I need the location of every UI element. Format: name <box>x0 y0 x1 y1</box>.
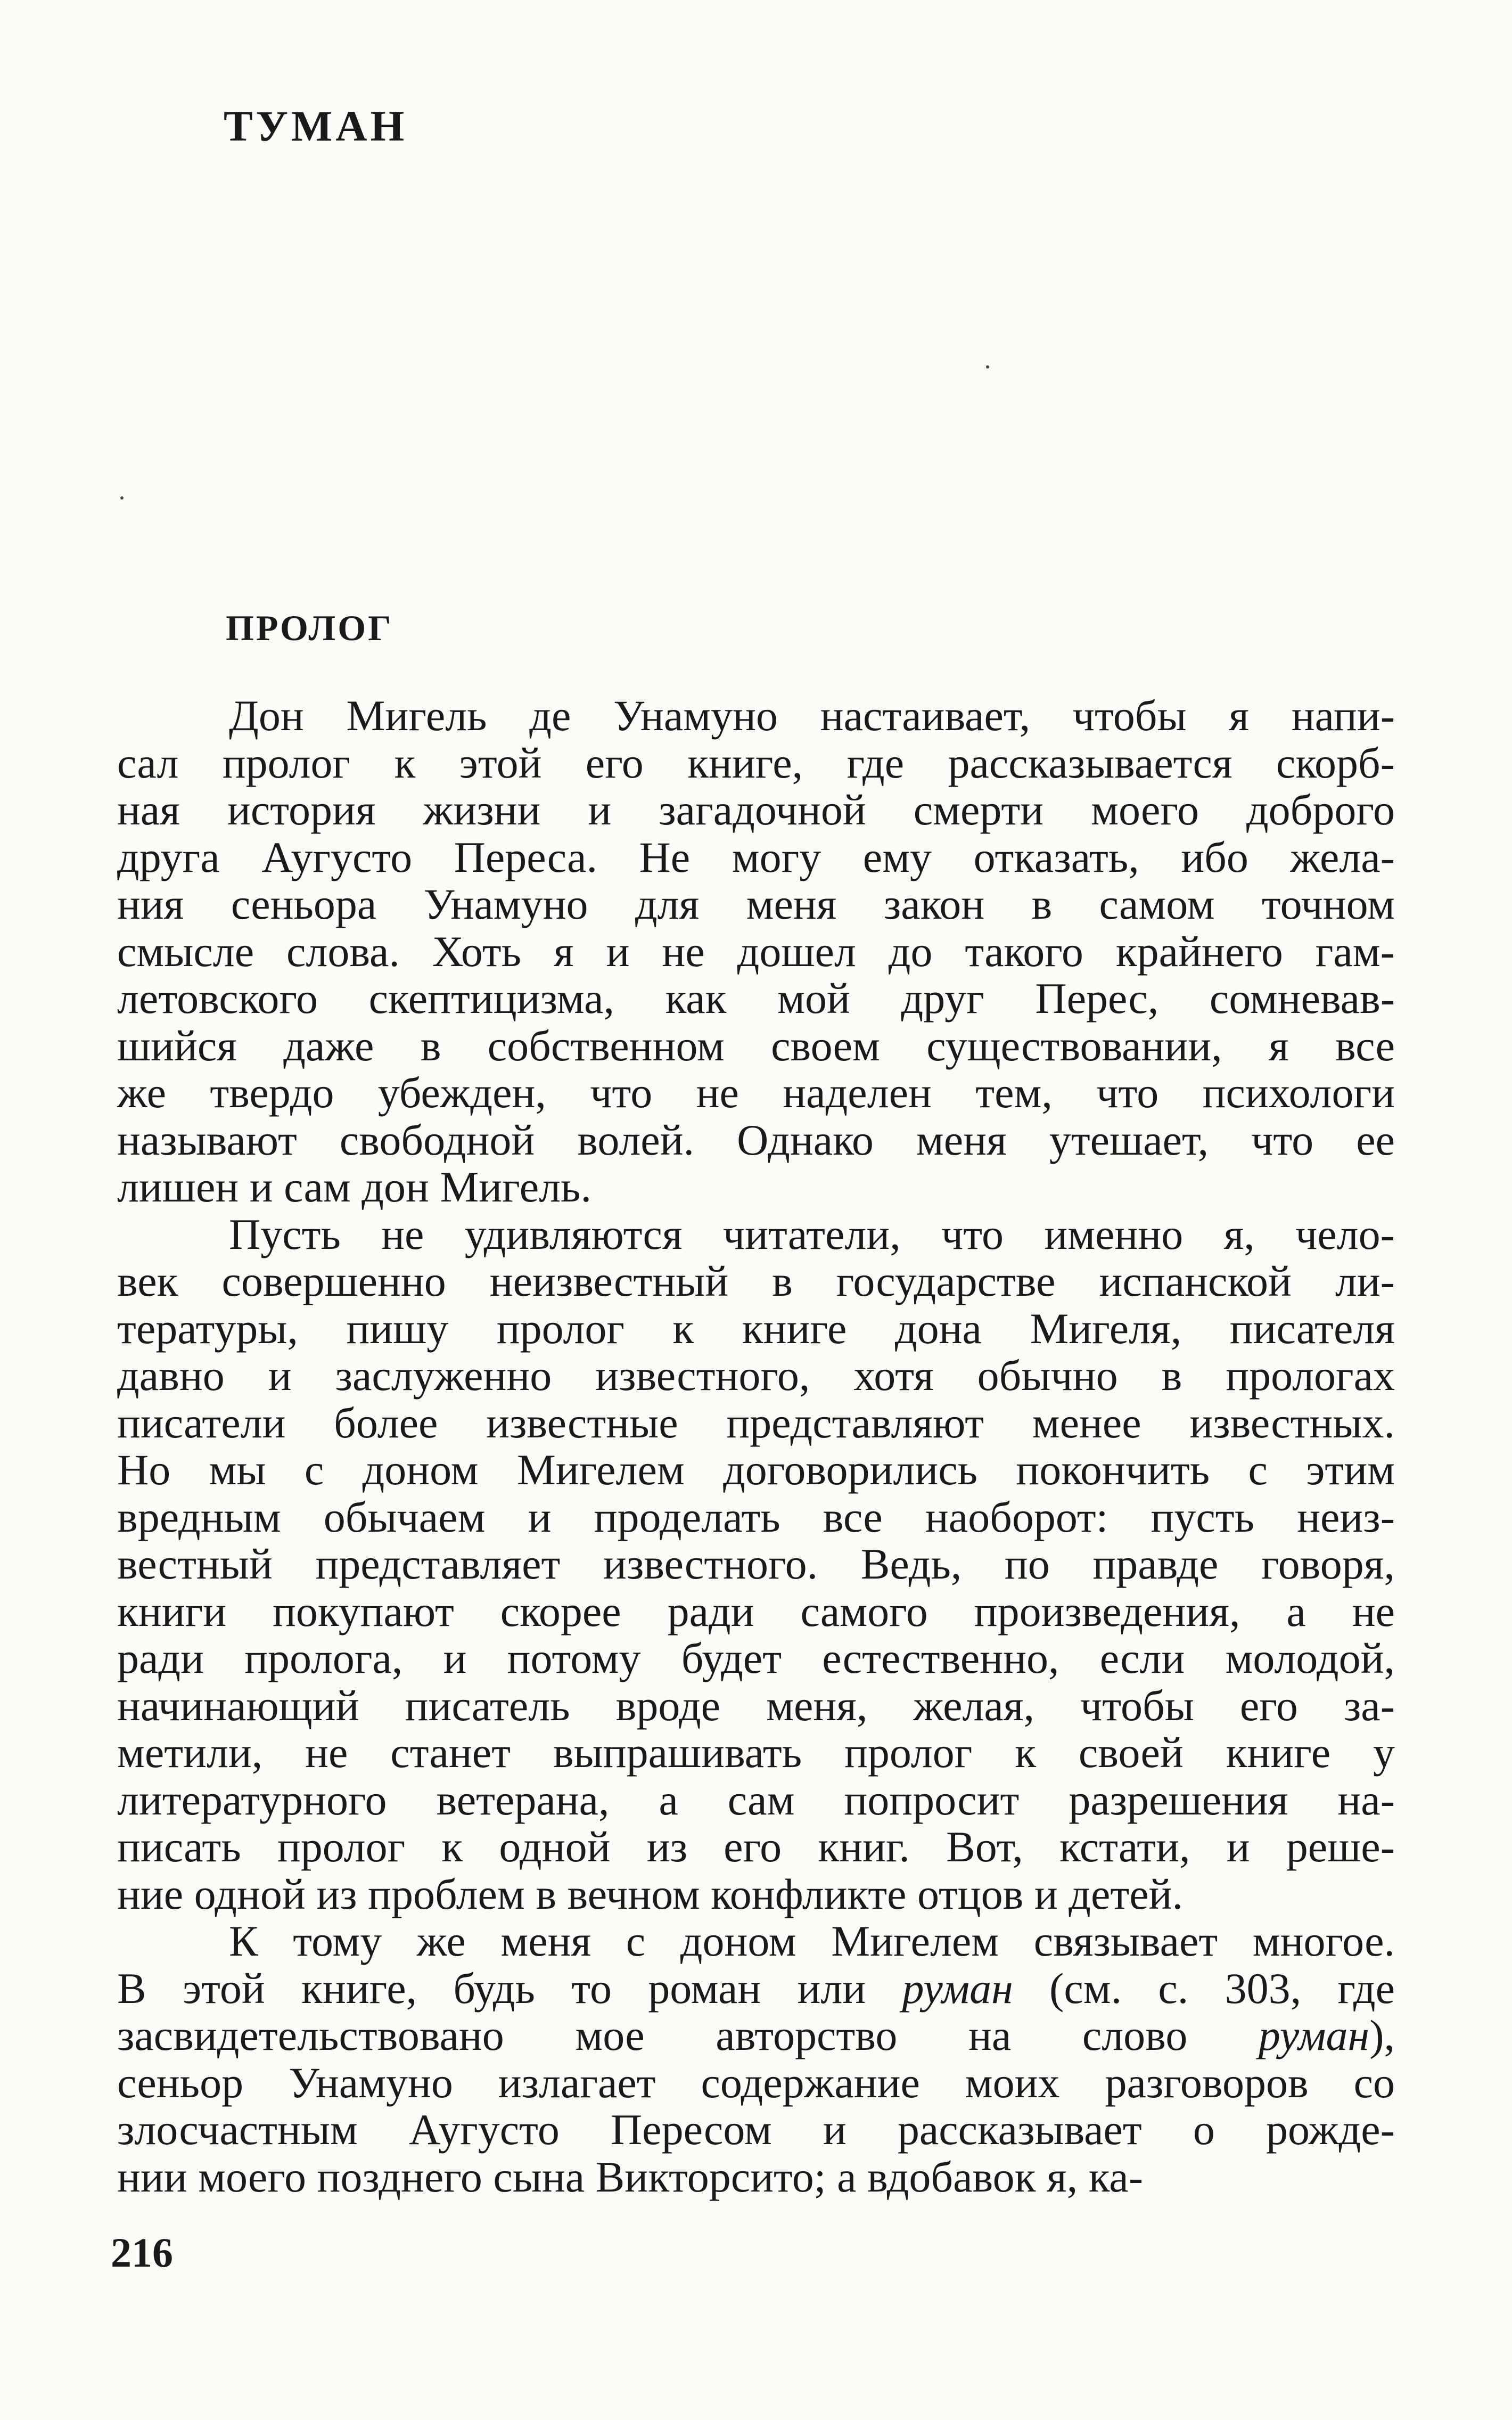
print-speck <box>986 365 989 369</box>
text-line: В этой книге, будь то роман или руман (см. с. 303, где <box>117 1964 1395 2013</box>
page-number: 216 <box>111 2229 173 2276</box>
text-line: называют свободной волей. Однако меня утешает, что ее <box>117 1115 1395 1164</box>
text-line: писатели более известные представляют менее известных. <box>117 1398 1395 1447</box>
text-line: ние одной из проблем в вечном конфликте отцов и детей. <box>117 1869 1183 1918</box>
text-line: книги покупают скорее ради самого произведения, а не <box>117 1587 1395 1636</box>
print-speck <box>120 496 124 500</box>
text-line: ния сеньора Унамуно для меня закон в самом точном <box>117 880 1395 928</box>
paragraph <box>117 692 1395 1211</box>
text-line: сал пролог к этой его книге, где рассказывается скорб- <box>117 738 1395 787</box>
text-line: же твердо убежден, что не наделен тем, что психологи <box>117 1068 1395 1117</box>
text-line: начинающий писатель вроде меня, желая, чтобы его за- <box>117 1681 1395 1730</box>
text-line: вредным обычаем и проделать все наоборот: пусть неиз- <box>117 1492 1395 1541</box>
text-line: злосчастным Аугусто Пересом и рассказывает о рожде- <box>117 2105 1395 2154</box>
text-line: засвидетельствовано мое авторство на слово руман), <box>117 2011 1395 2059</box>
text-line: тературы, пишу пролог к книге дона Мигеля, писателя <box>117 1304 1395 1353</box>
text-line: Пусть не удивляются читатели, что именно я, чело- <box>229 1209 1395 1258</box>
text-line: литературного ветерана, а сам попросит разрешения на- <box>117 1775 1395 1824</box>
section-heading: ПРОЛОГ <box>226 608 393 648</box>
text-line: век совершенно неизвестный в государстве испанской ли- <box>117 1257 1395 1305</box>
text-line: ради пролога, и потому будет естественно, если молодой, <box>117 1634 1395 1682</box>
body-text <box>117 692 1395 2201</box>
paragraph <box>117 1918 1395 2201</box>
paragraph <box>117 1211 1395 1918</box>
text-line: смысле слова. Хоть я и не дошел до такого крайнего гам- <box>117 927 1395 976</box>
text-line: Но мы с доном Мигелем договорились покончить с этим <box>117 1445 1395 1494</box>
text-line: друга Аугусто Переса. Не могу ему отказать, ибо жела- <box>117 832 1395 881</box>
text-line: сеньор Унамуно излагает содержание моих разговоров со <box>117 2058 1395 2107</box>
text-line: нии моего позднего сына Викторсито; а вдобавок я, ка- <box>117 2152 1143 2201</box>
text-line: Дон Мигель де Унамуно настаивает, чтобы я напи- <box>229 691 1395 740</box>
text-line: К тому же меня с доном Мигелем связывает многое. <box>229 1917 1395 1965</box>
text-line: шийся даже в собственном своем существовании, я все <box>117 1021 1395 1070</box>
text-line: лишен и сам дон Мигель. <box>117 1163 591 1211</box>
text-line: писать пролог к одной из его книг. Вот, кстати, и реше- <box>117 1822 1395 1871</box>
text-line: метили, не станет выпрашивать пролог к своей книге у <box>117 1728 1395 1777</box>
text-line: летовского скептицизма, как мой друг Перес, сомневав- <box>117 974 1395 1023</box>
text-line: ная история жизни и загадочной смерти моего доброго <box>117 786 1395 834</box>
text-line: вестный представляет известного. Ведь, по правде говоря, <box>117 1540 1395 1588</box>
text-line: давно и заслуженно известного, хотя обычно в прологах <box>117 1351 1395 1400</box>
running-title: ТУМАН <box>224 102 408 150</box>
